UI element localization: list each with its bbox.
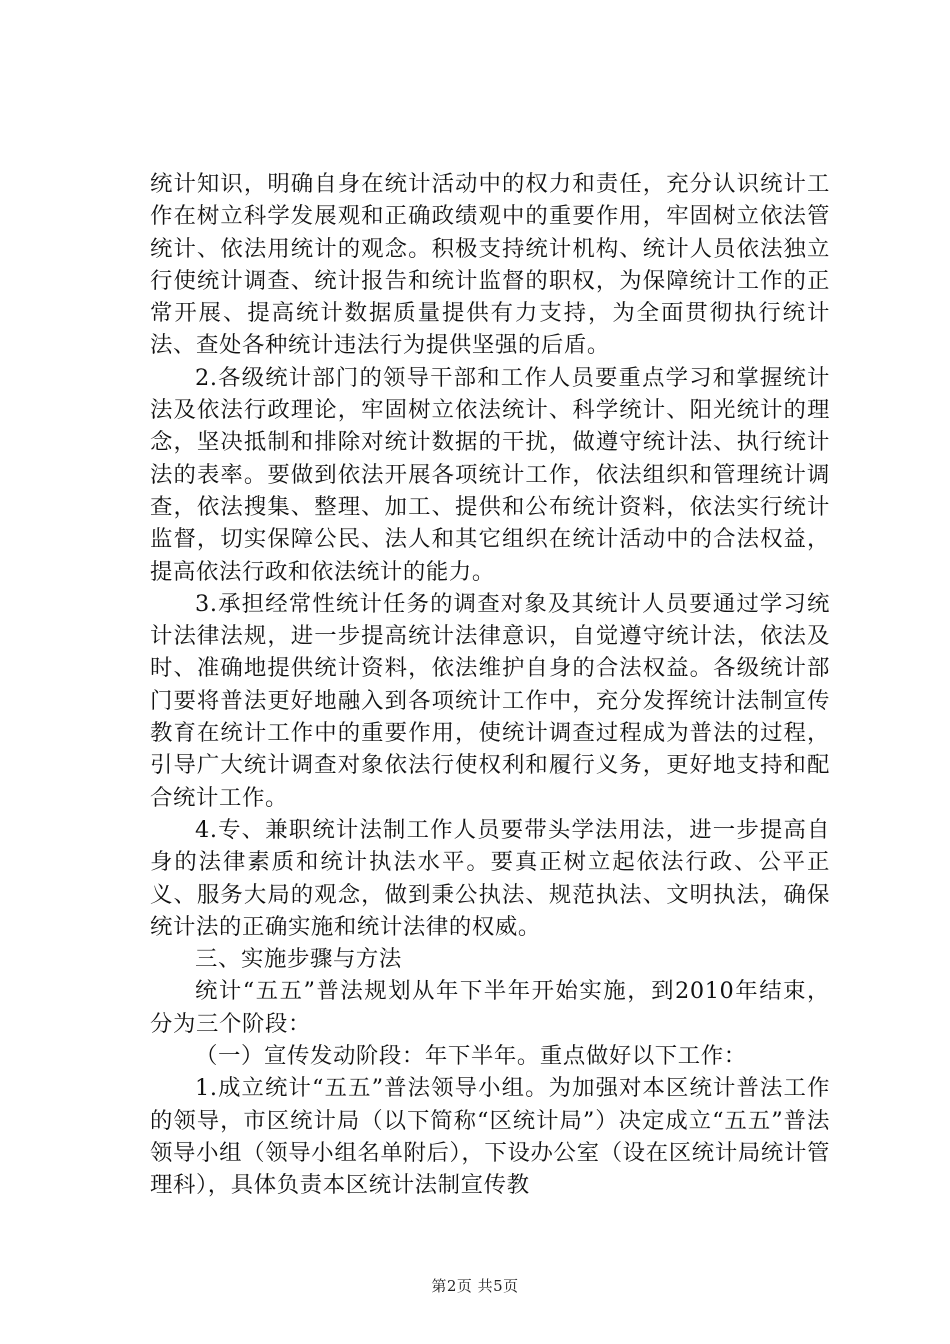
section-heading: 三、实施步骤与方法 <box>195 946 402 973</box>
paragraph-stage-1-item-1: 1.成立统计“五五”普法领导小组。为加强对本区统计普法工作的领导，市区统计局（以下简称“区统计局”）决定成立“五五”普法领导小组（领导小组名单附后），下设办公室（设在区统计局统计管理科），具体负责本区统计法制宣传教 <box>150 1075 830 1199</box>
paragraph-stage-1: （一）宣传发动阶段：年下半年。重点做好以下工作： <box>195 1043 747 1070</box>
paragraph-continuation: 统计知识，明确自身在统计活动中的权力和责任，充分认识统计工作在树立科学发展观和正确政绩观中的重要作用，牢固树立依法管统计、依法用统计的观念。积极支持统计机构、统计人员依法独立行使统计调查、统计报告和统计监督的职权，为保障统计工作的正常开展、提高统计数据质量提供有力支持，为全面贯彻执行统计法、查处各种统计违法行为提供坚强的后盾。 <box>150 171 830 359</box>
paragraph-section-intro: 统计“五五”普法规划从年下半年开始实施，到2010年结束，分为三个阶段： <box>150 978 830 1037</box>
page-number-footer: 第2页 共5页 <box>431 1277 519 1295</box>
paragraph-item-4: 4.专、兼职统计法制工作人员要带头学法用法，进一步提高自身的法律素质和统计执法水平。要真正树立起依法行政、公平正义、服务大局的观念，做到秉公执法、规范执法、文明执法，确保统计法的正确实施和统计法律的权威。 <box>150 816 830 940</box>
paragraph-item-2: 2.各级统计部门的领导干部和工作人员要重点学习和掌握统计法及依法行政理论，牢固树立依法统计、科学统计、阳光统计的理念，坚决抵制和排除对统计数据的干扰，做遵守统计法、执行统计法的表率。要做到依法开展各项统计工作，依法组织和管理统计调查，依法搜集、整理、加工、提供和公布统计资料，依法实行统计监督，切实保障公民、法人和其它组织在统计活动中的合法权益，提高依法行政和依法统计的能力。 <box>150 364 830 585</box>
paragraph-item-3: 3.承担经常性统计任务的调查对象及其统计人员要通过学习统计法律法规，进一步提高统计法律意识，自觉遵守统计法，依法及时、准确地提供统计资料，依法维护自身的合法权益。各级统计部门要将普法更好地融入到各项统计工作中，充分发挥统计法制宣传教育在统计工作中的重要作用，使统计调查过程成为普法的过程，引导广大统计调查对象依法行使权利和履行义务，更好地支持和配合统计工作。 <box>150 590 830 811</box>
document-body <box>150 168 830 1202</box>
